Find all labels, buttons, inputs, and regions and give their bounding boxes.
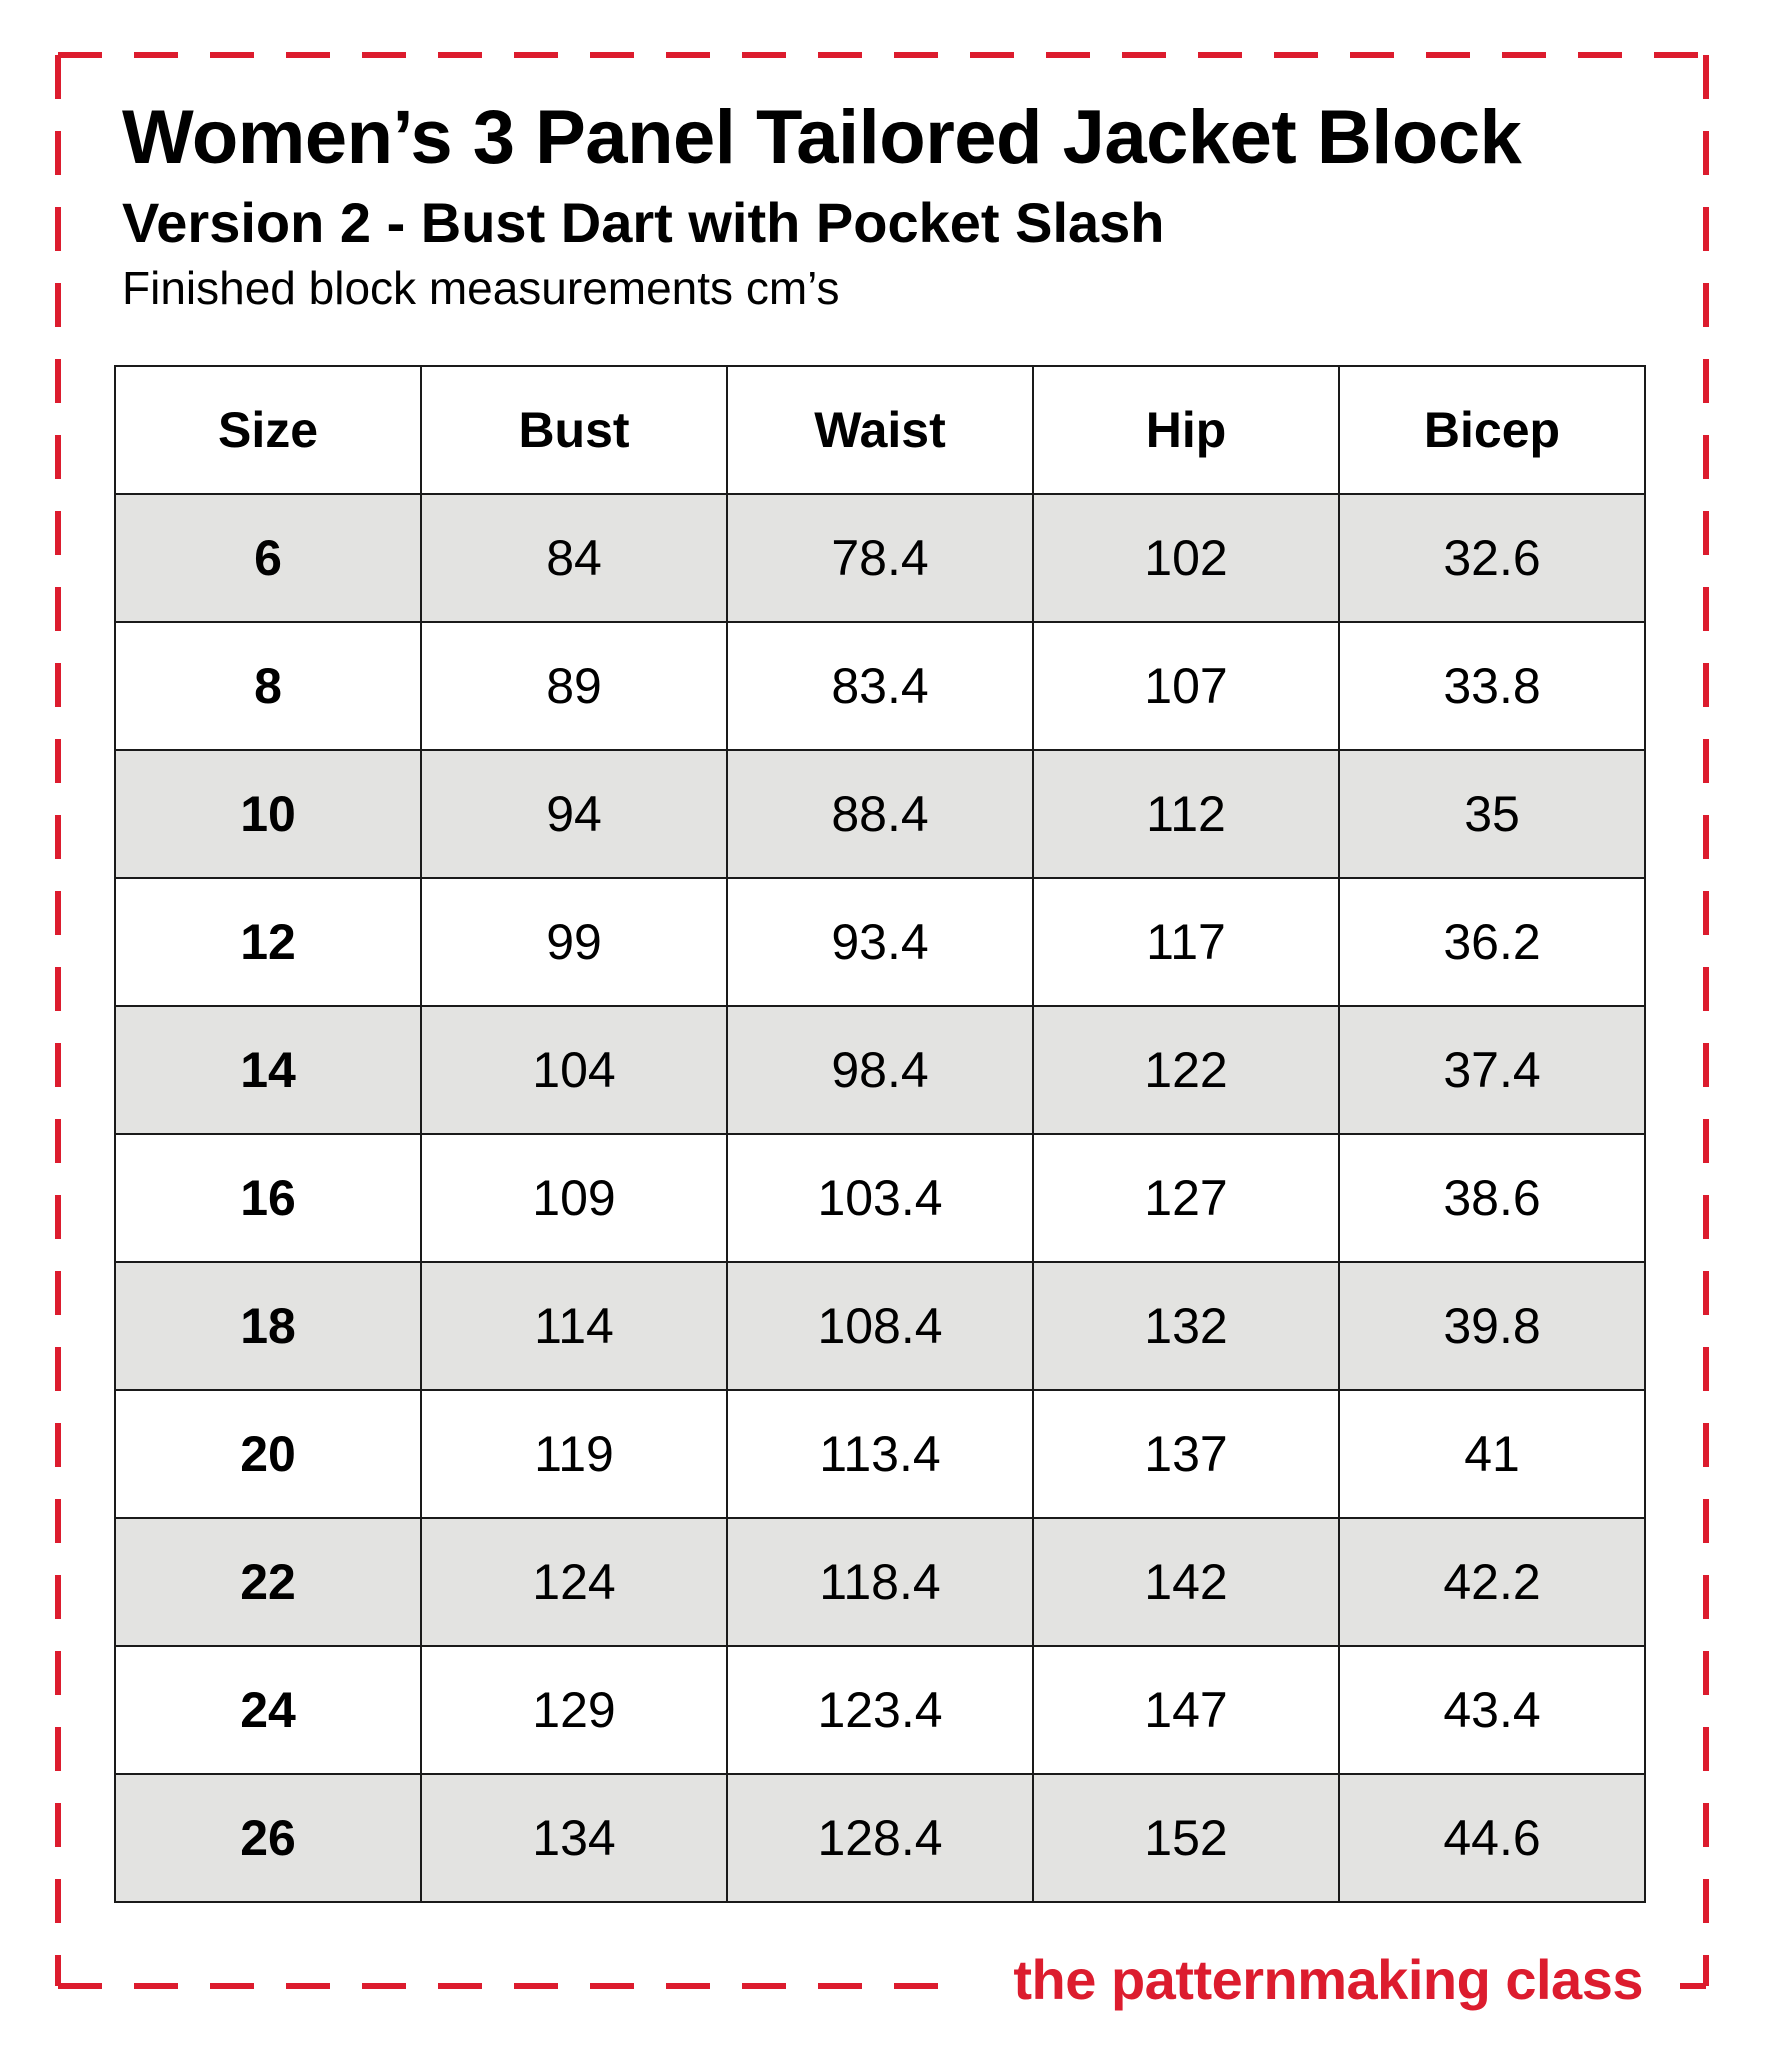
waist-cell: 108.4 — [727, 1262, 1033, 1390]
bust-cell: 129 — [421, 1646, 727, 1774]
bicep-cell: 43.4 — [1339, 1646, 1645, 1774]
waist-cell: 123.4 — [727, 1646, 1033, 1774]
bust-cell: 124 — [421, 1518, 727, 1646]
bicep-cell: 38.6 — [1339, 1134, 1645, 1262]
hip-cell: 127 — [1033, 1134, 1339, 1262]
size-cell: 6 — [115, 494, 421, 622]
size-cell: 20 — [115, 1390, 421, 1518]
waist-cell: 83.4 — [727, 622, 1033, 750]
bust-cell: 119 — [421, 1390, 727, 1518]
page-subtitle: Version 2 - Bust Dart with Pocket Slash — [122, 191, 1165, 254]
table-header-row — [115, 366, 1645, 494]
bust-cell: 109 — [421, 1134, 727, 1262]
page-title: Women’s 3 Panel Tailored Jacket Block — [122, 95, 1522, 180]
hip-cell: 107 — [1033, 622, 1339, 750]
measurement-note: Finished block measurements cm’s — [122, 262, 840, 314]
hip-cell: 137 — [1033, 1390, 1339, 1518]
hip-cell: 122 — [1033, 1006, 1339, 1134]
table-row — [115, 622, 1645, 750]
size-cell: 22 — [115, 1518, 421, 1646]
bicep-cell: 37.4 — [1339, 1006, 1645, 1134]
size-cell: 16 — [115, 1134, 421, 1262]
bicep-cell: 39.8 — [1339, 1262, 1645, 1390]
waist-cell: 88.4 — [727, 750, 1033, 878]
waist-cell: 98.4 — [727, 1006, 1033, 1134]
table-row — [115, 1518, 1645, 1646]
bust-cell: 84 — [421, 494, 727, 622]
table-row — [115, 878, 1645, 1006]
waist-cell: 93.4 — [727, 878, 1033, 1006]
size-cell: 10 — [115, 750, 421, 878]
table-row — [115, 1262, 1645, 1390]
table-row — [115, 1646, 1645, 1774]
size-cell: 26 — [115, 1774, 421, 1902]
size-cell: 24 — [115, 1646, 421, 1774]
waist-cell: 128.4 — [727, 1774, 1033, 1902]
bust-cell: 114 — [421, 1262, 727, 1390]
hip-cell: 117 — [1033, 878, 1339, 1006]
bicep-cell: 35 — [1339, 750, 1645, 878]
bicep-cell: 32.6 — [1339, 494, 1645, 622]
table-row — [115, 1390, 1645, 1518]
bust-cell: 134 — [421, 1774, 727, 1902]
table-row — [115, 1006, 1645, 1134]
size-cell: 8 — [115, 622, 421, 750]
hip-cell: 102 — [1033, 494, 1339, 622]
hip-cell: 152 — [1033, 1774, 1339, 1902]
column-header-bust: Bust — [421, 366, 727, 494]
size-cell: 18 — [115, 1262, 421, 1390]
waist-cell: 103.4 — [727, 1134, 1033, 1262]
table-row — [115, 1134, 1645, 1262]
bicep-cell: 36.2 — [1339, 878, 1645, 1006]
waist-cell: 118.4 — [727, 1518, 1033, 1646]
table-row — [115, 750, 1645, 878]
table-row — [115, 494, 1645, 622]
hip-cell: 147 — [1033, 1646, 1339, 1774]
bust-cell: 99 — [421, 878, 727, 1006]
bust-cell: 104 — [421, 1006, 727, 1134]
hip-cell: 132 — [1033, 1262, 1339, 1390]
bust-cell: 89 — [421, 622, 727, 750]
column-header-hip: Hip — [1033, 366, 1339, 494]
waist-cell: 78.4 — [727, 494, 1033, 622]
bust-cell: 94 — [421, 750, 727, 878]
hip-cell: 112 — [1033, 750, 1339, 878]
size-cell: 14 — [115, 1006, 421, 1134]
column-header-waist: Waist — [727, 366, 1033, 494]
column-header-bicep: Bicep — [1339, 366, 1645, 494]
table-row — [115, 1774, 1645, 1902]
bicep-cell: 33.8 — [1339, 622, 1645, 750]
column-header-size: Size — [115, 366, 421, 494]
bicep-cell: 42.2 — [1339, 1518, 1645, 1646]
bicep-cell: 44.6 — [1339, 1774, 1645, 1902]
size-chart-table — [114, 365, 1646, 1903]
hip-cell: 142 — [1033, 1518, 1339, 1646]
brand-logo-text: the patternmaking class — [1013, 1948, 1643, 2011]
bicep-cell: 41 — [1339, 1390, 1645, 1518]
waist-cell: 113.4 — [727, 1390, 1033, 1518]
size-cell: 12 — [115, 878, 421, 1006]
